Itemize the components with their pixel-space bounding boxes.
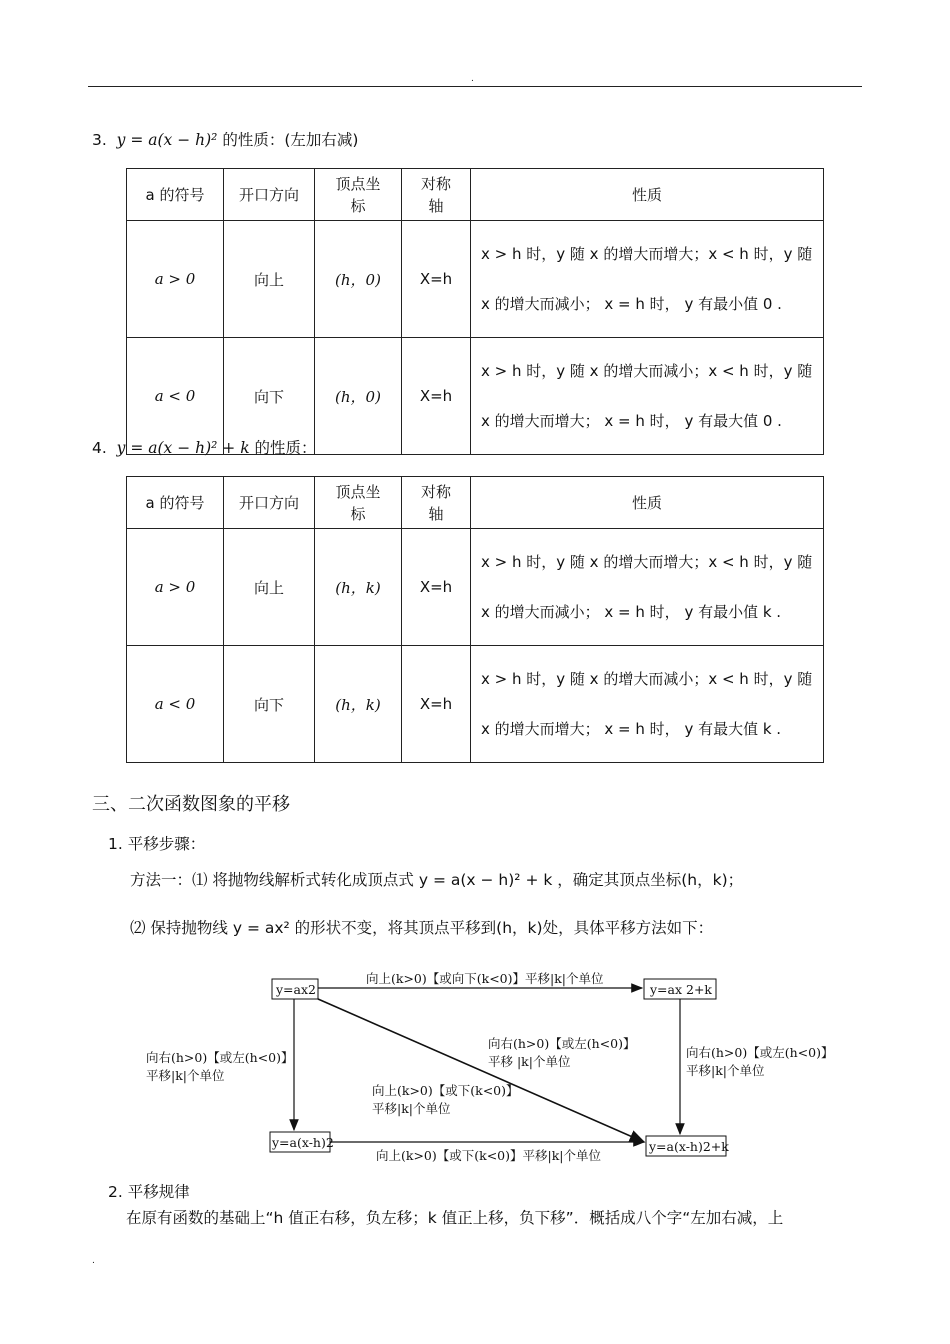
cell-property [471,338,824,455]
th-property: 性质 [471,477,824,529]
th-vertex [315,169,402,221]
section3-num: 3. [92,131,107,149]
section4-title: 的性质： [254,439,317,457]
cell-axis: X=h [402,529,471,646]
method-two: ⑵ 保持抛物线 y = ax² 的形状不变，将其顶点平移到(h，k)处，具体平移方法如下： [130,919,714,937]
rule-heading: 2. 平移规律 [108,1183,190,1201]
th-sign: a 的符号 [127,169,224,221]
box-top-right-label: y=ax 2+k [650,982,713,997]
th-property: 性质 [471,169,824,221]
box-bottom-left-label: y=a(x-h)2 [272,1135,334,1150]
cell-property [471,221,824,338]
th-axis-label: 对称轴 [420,482,451,523]
box-top-left-label: y=ax2 [276,982,316,997]
property-line: x > h 时，y 随 x 的增大而减小；x < h 时，y 随 [481,670,813,688]
table-row [127,529,824,646]
section4-formula: y = a(x − h)² + k [116,439,250,457]
section3-formula: y = a(x − h)² [116,131,218,149]
section3-title: 的性质：(左加右减) [222,131,359,149]
property-line: x 的增大而增大； x = h 时， y 有最大值 k . [481,720,782,738]
label-right-2: 平移|k|个单位 [686,1063,765,1078]
cell-axis: X=h [402,646,471,763]
sign-text: a < 0 [154,387,196,405]
cell-vertex [315,338,402,455]
vertex-text: (h，0) [335,270,381,289]
cell-sign [127,646,224,763]
th-opening: 开口方向 [224,477,315,529]
rule-text: 在原有函数的基础上“h 值正右移，负左移；k 值正上移，负下移”．概括成八个字“左加右减，上 [126,1209,784,1227]
table-row [127,221,824,338]
th-axis [402,169,471,221]
translation-diagram [130,960,850,1170]
label-bottom: 向上(k>0)【或下(k<0)】平移|k|个单位 [376,1148,602,1163]
cell-property [471,646,824,763]
cell-property [471,529,824,646]
sign-text: a > 0 [154,578,196,596]
cell-sign [127,221,224,338]
label-diag-lower-2: 平移|k|个单位 [372,1101,451,1116]
label-left-2: 平移|k|个单位 [146,1068,225,1083]
label-diag-lower-1: 向上(k>0)【或下(k<0)】 [372,1083,519,1098]
section4-heading [92,436,317,458]
cell-opening: 向下 [224,646,315,763]
property-line: x > h 时，y 随 x 的增大而增大；x < h 时，y 随 [481,553,813,571]
cell-vertex [315,529,402,646]
th-axis [402,477,471,529]
table-section3 [126,168,824,455]
cell-axis: X=h [402,221,471,338]
th-sign: a 的符号 [127,477,224,529]
footer-mark: . [92,1256,95,1266]
cell-vertex [315,221,402,338]
property-line: x 的增大而增大； x = h 时， y 有最大值 0 . [481,412,782,430]
arrow-diagonal [318,999,644,1142]
vertex-text: (h，k) [335,695,381,714]
th-vertex-label: 顶点坐标 [335,174,381,215]
th-opening: 开口方向 [224,169,315,221]
label-left-1: 向右(h>0)【或左(h<0)】 [146,1050,294,1065]
cell-opening: 向下 [224,338,315,455]
sign-text: a < 0 [154,695,196,713]
cell-opening: 向上 [224,221,315,338]
section4-num: 4. [92,439,107,457]
th-vertex-label: 顶点坐标 [335,482,381,523]
vertex-text: (h，k) [335,578,381,597]
sign-text: a > 0 [154,270,196,288]
label-diag-upper-2: 平移 |k|个单位 [488,1054,571,1069]
label-right-1: 向右(h>0)【或左(h<0)】 [686,1045,834,1060]
cell-sign [127,529,224,646]
method-one: 方法一：⑴ 将抛物线解析式转化成顶点式 y = a(x − h)² + k ，确定其顶点坐标(h，k)； [130,871,744,889]
part3-title: 三、二次函数图象的平移 [92,794,290,815]
step-heading: 1. 平移步骤： [108,835,206,853]
table-section4 [126,476,824,763]
cell-axis: X=h [402,338,471,455]
property-line: x 的增大而减小； x = h 时， y 有最小值 0 . [481,295,782,313]
cell-vertex [315,646,402,763]
table-row [127,646,824,763]
vertex-text: (h，0) [335,387,381,406]
section3-heading [92,128,358,150]
property-line: x > h 时，y 随 x 的增大而增大；x < h 时，y 随 [481,245,813,263]
property-line: x 的增大而减小； x = h 时， y 有最小值 k . [481,603,782,621]
header-mark: . [471,74,474,84]
label-top: 向上(k>0)【或向下(k<0)】平移|k|个单位 [366,971,604,986]
cell-opening: 向上 [224,529,315,646]
th-vertex [315,477,402,529]
th-axis-label: 对称轴 [420,174,451,215]
header-rule [88,86,862,87]
property-line: x > h 时，y 随 x 的增大而减小；x < h 时，y 随 [481,362,813,380]
box-bottom-right-label: y=a(x-h)2+k [649,1139,729,1154]
label-diag-upper-1: 向右(h>0)【或左(h<0)】 [488,1036,636,1051]
